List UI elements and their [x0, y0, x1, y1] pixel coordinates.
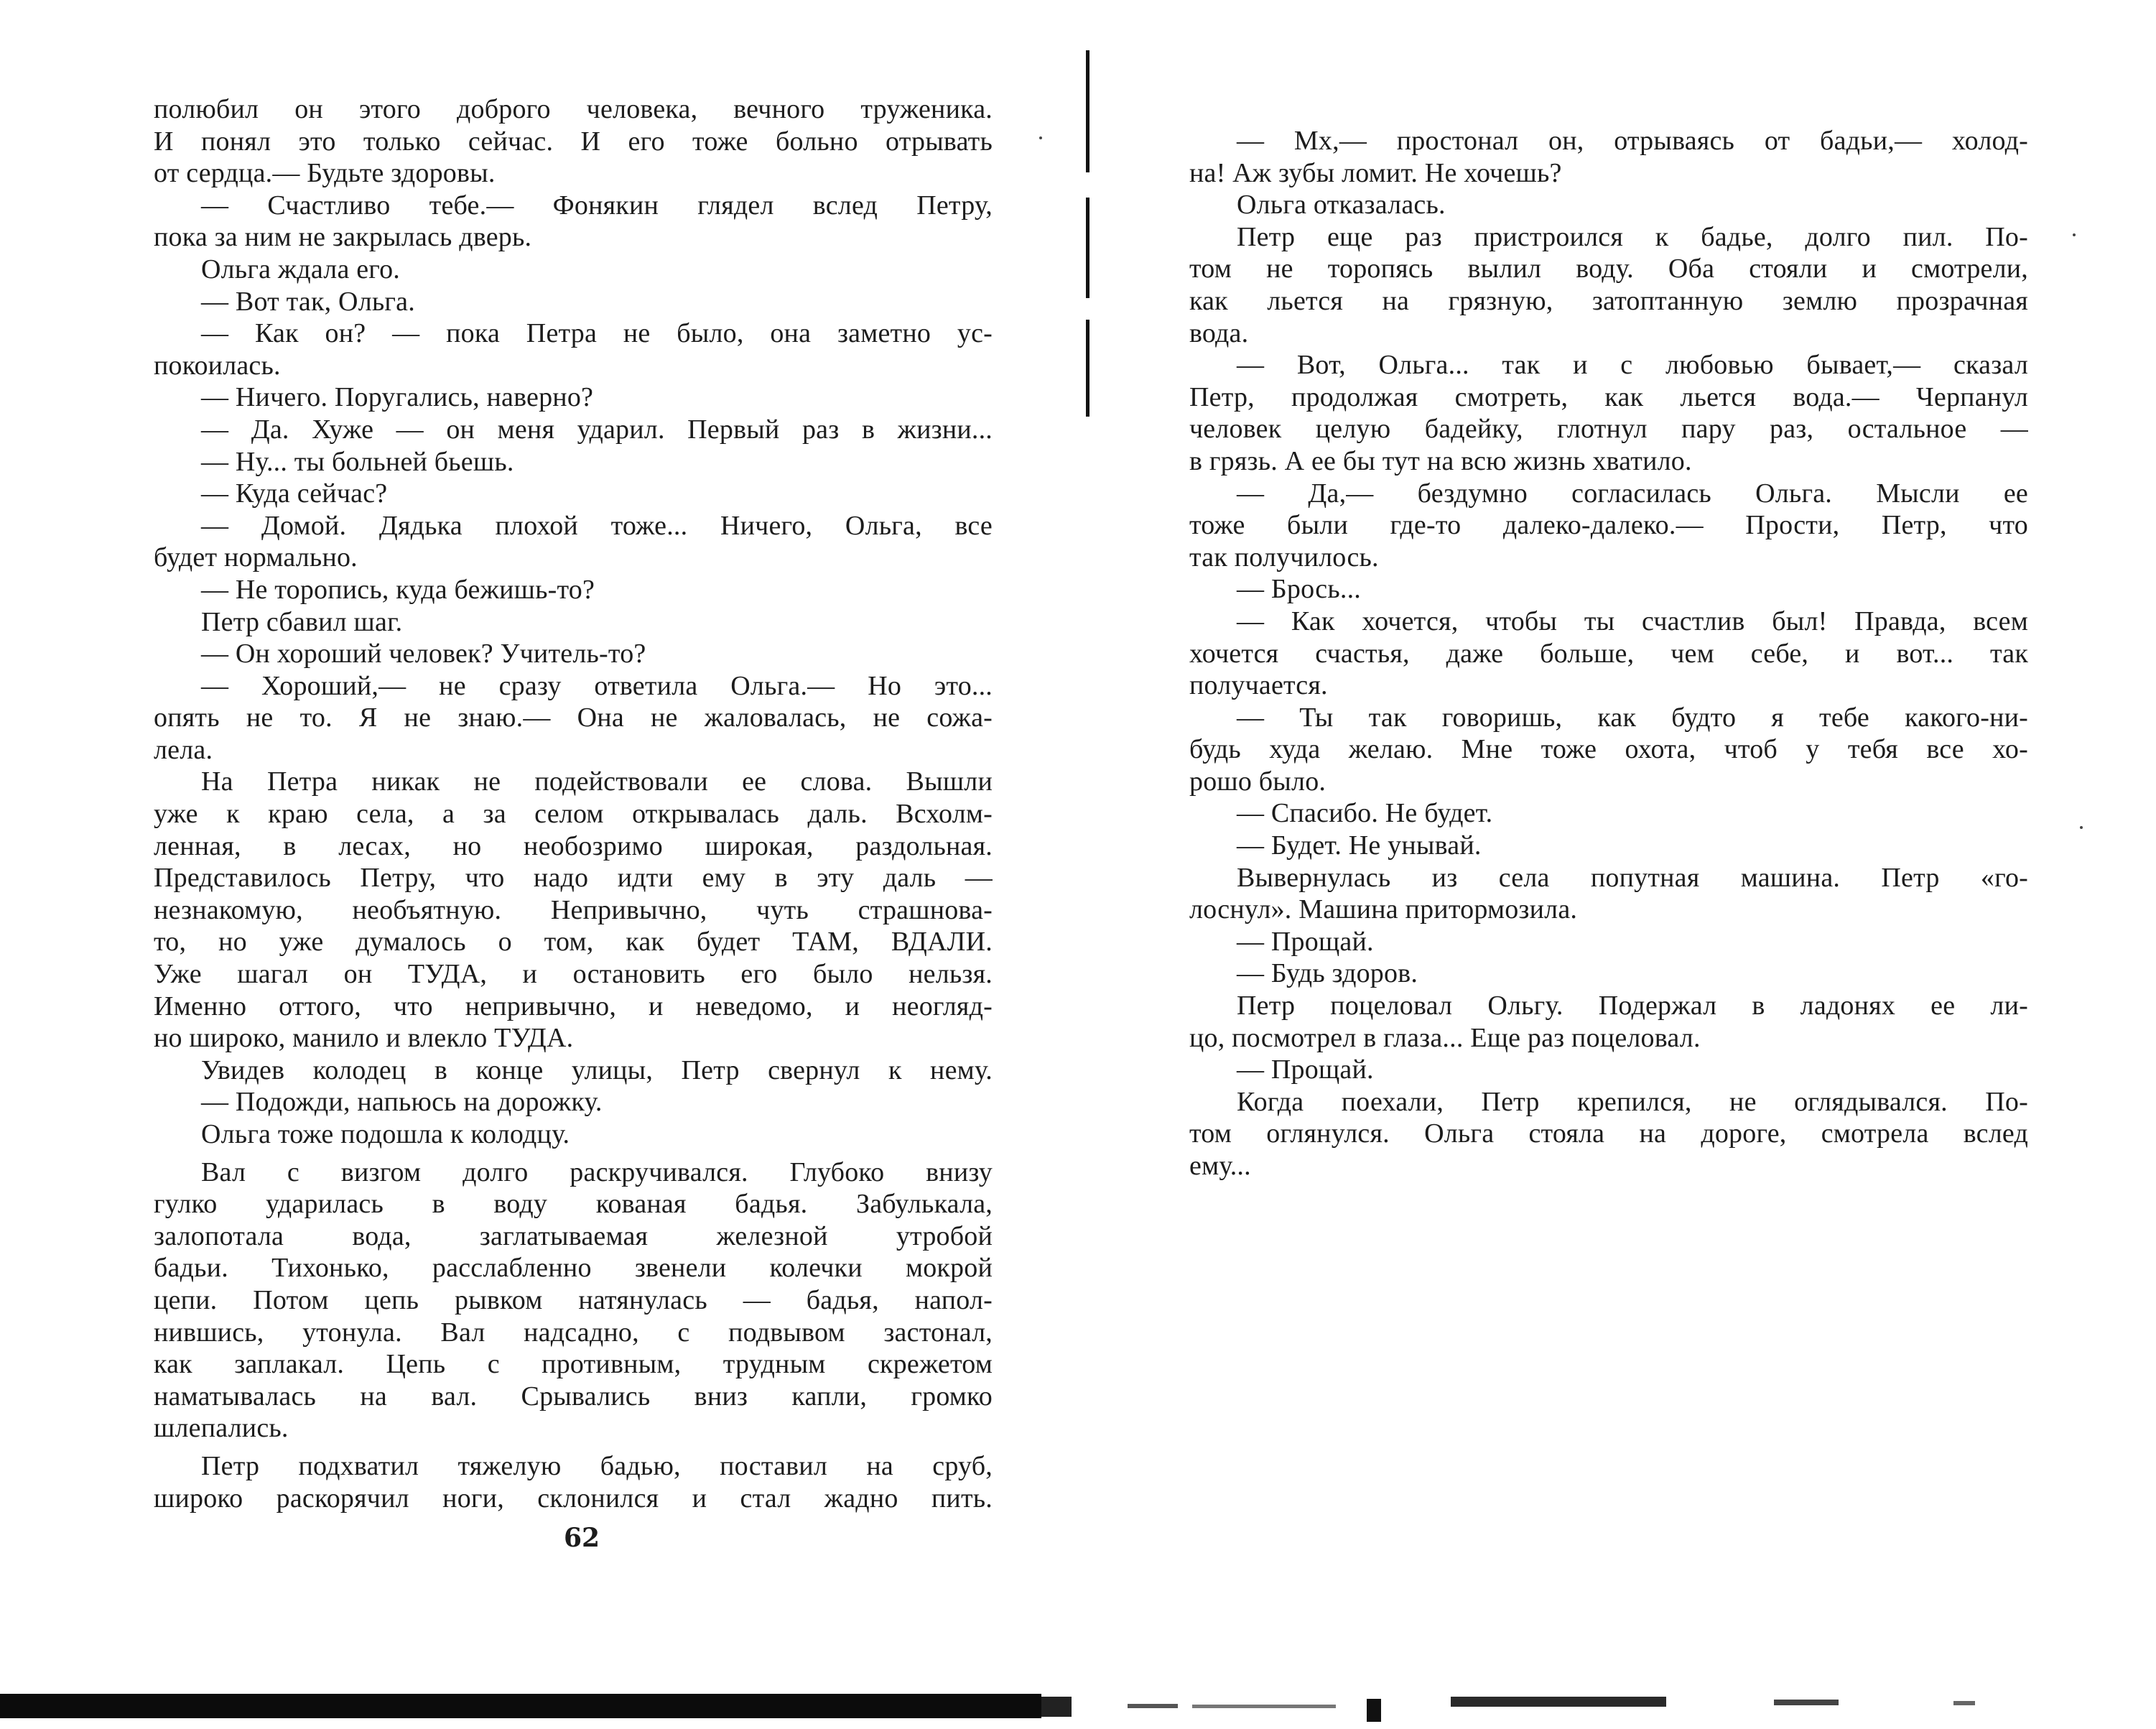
- text-line: как заплакал. Цепь с противным, трудным скрежетом: [154, 1349, 993, 1380]
- text-line: Когда поехали, Петр крепился, не оглядывался. По-: [1237, 1086, 2028, 1117]
- text-line: — Прощай.: [1237, 926, 1374, 957]
- text-line: получается.: [1189, 670, 1328, 701]
- scan-edge-smear: [1128, 1704, 1178, 1708]
- text-line: Петр сбавил шаг.: [201, 606, 403, 637]
- text-line: ленная, в лесах, но необозримо широкая, раздольная.: [154, 830, 993, 861]
- text-line: — Подожди, напьюсь на дорожку.: [201, 1087, 603, 1118]
- text-line: вода.: [1189, 317, 1249, 348]
- text-line: На Петра никак не подействовали ее слова. Вышли: [201, 766, 993, 797]
- text-line: И понял это только сейчас. И его тоже больно отрывать: [154, 126, 993, 157]
- text-line: так получилось.: [1189, 542, 1379, 573]
- text-line: наматывалась на вал. Срывались вниз капли, громко: [154, 1381, 993, 1412]
- text-line: цо, посмотрел в глаза... Еще раз поцеловал.: [1189, 1022, 1701, 1053]
- text-line: то, но уже думалось о том, как будет ТАМ, ВДАЛИ.: [154, 927, 993, 958]
- text-line: том не торопясь вылил воду. Оба стояли и смотрели,: [1189, 254, 2028, 284]
- text-line: залопотала вода, заглатываемая железной утробой: [154, 1220, 993, 1251]
- scan-edge-smear: [1367, 1699, 1381, 1722]
- scan-edge-smear: [1953, 1701, 1975, 1705]
- text-line: — Да,— бездумно согласилась Ольга. Мысли ее: [1237, 478, 2028, 509]
- text-line: — Он хороший человек? Учитель-то?: [201, 639, 646, 669]
- text-line: гулко ударилась в воду кованая бадья. Забулькала,: [154, 1189, 993, 1220]
- text-line: будь худа желаю. Мне тоже охота, чтоб у тебя все хо-: [1189, 734, 2028, 765]
- scan-speck: [1039, 136, 1042, 139]
- text-line: — Да. Хуже — он меня ударил. Первый раз в жизни...: [201, 414, 993, 445]
- text-line: хочется счастья, даже больше, чем себе, и вот... так: [1189, 638, 2028, 669]
- text-line: Увидев колодец в конце улицы, Петр свернул к нему.: [201, 1054, 993, 1085]
- right-page: [1077, 0, 2156, 1729]
- text-line: опять не то. Я не знаю.— Она не жаловалась, не сожа-: [154, 703, 993, 733]
- text-line: — Как он? — пока Петра не было, она заметно ус-: [201, 318, 993, 349]
- text-line: — Мх,— простонал он, отрываясь от бадьи,— холод-: [1237, 126, 2028, 156]
- text-line: — Будет. Не унывай.: [1237, 830, 1482, 861]
- scan-edge-smear: [1774, 1700, 1839, 1705]
- text-line: Ольга отказалась.: [1237, 190, 1446, 221]
- text-line: — Ну... ты больней бьешь.: [201, 446, 514, 477]
- text-line: пока за ним не закрылась дверь.: [154, 222, 532, 253]
- text-line: — Вот так, Ольга.: [201, 286, 415, 317]
- left-page-text: [154, 93, 993, 1514]
- text-line: — Брось...: [1237, 574, 1361, 605]
- text-line: — Ты так говоришь, как будто я тебе какого-ни-: [1237, 702, 2028, 733]
- text-line: Именно оттого, что непривычно, и неведомо, и неогляд-: [154, 991, 993, 1021]
- scan-edge-band: [0, 1694, 1041, 1718]
- text-line: человек целую бадейку, глотнул пару раз, остальное —: [1189, 414, 2028, 445]
- text-line: покоилась.: [154, 350, 281, 381]
- text-line: рошо было.: [1189, 766, 1326, 797]
- text-line: шлепались.: [154, 1413, 289, 1444]
- text-line: Петр поцеловал Ольгу. Подержал в ладонях ее ли-: [1237, 991, 2028, 1021]
- left-page: [0, 0, 1077, 1729]
- text-line: Представилось Петру, что надо идти ему в эту даль —: [154, 863, 993, 894]
- text-line: нившись, утонула. Вал надсадно, с подвывом застонал,: [154, 1317, 993, 1348]
- text-line: цепи. Потом цепь рывком натянулась — бадья, напол-: [154, 1284, 993, 1315]
- scan-edge-smear: [1041, 1697, 1072, 1717]
- scan-edge-smear: [1451, 1697, 1666, 1707]
- scan-speck: [2080, 826, 2083, 829]
- text-line: — Ничего. Поругались, наверно?: [201, 382, 594, 413]
- text-line: — Будь здоров.: [1237, 958, 1418, 989]
- text-line: Вывернулась из села попутная машина. Петр «го-: [1237, 862, 2028, 893]
- text-line: Ольга тоже подошла к колодцу.: [201, 1119, 570, 1149]
- text-line: том оглянулся. Ольга стояла на дороге, смотрела вслед: [1189, 1118, 2028, 1149]
- scan-speck: [2073, 233, 2076, 236]
- text-line: как льется на грязную, затоптанную землю прозрачная: [1189, 285, 2028, 316]
- text-line: Петр подхватил тяжелую бадью, поставил на сруб,: [201, 1450, 993, 1481]
- text-line: от сердца.— Будьте здоровы.: [154, 158, 496, 189]
- scan-edge-smear: [1192, 1705, 1336, 1708]
- text-line: ему...: [1189, 1151, 1251, 1181]
- text-line: уже к краю села, а за селом открывалась даль. Всхолм-: [154, 799, 993, 830]
- text-line: Петр еще раз пристроился к бадье, долго пил. По-: [1237, 221, 2028, 252]
- right-page-text: [1189, 125, 2028, 1182]
- text-line: но широко, манило и влекло ТУДА.: [154, 1023, 574, 1054]
- text-line: — Хороший,— не сразу ответила Ольга.— Но это...: [201, 670, 993, 701]
- text-line: на! Аж зубы ломит. Не хочешь?: [1189, 157, 1562, 188]
- text-line: широко раскорячил ноги, склонился и стал жадно пить.: [154, 1483, 993, 1514]
- text-line: — Домой. Дядька плохой тоже... Ничего, Ольга, все: [201, 510, 993, 541]
- text-line: — Прощай.: [1237, 1054, 1374, 1085]
- text-line: Петр, продолжая смотреть, как льется вода.— Черпанул: [1189, 381, 2028, 412]
- text-line: в грязь. А ее бы тут на всю жизнь хватило.: [1189, 445, 1692, 476]
- text-line: лела.: [154, 734, 213, 765]
- text-line: лоснул». Машина притормозила.: [1189, 894, 1578, 925]
- text-line: Уже шагал он ТУДА, и остановить его было нельзя.: [154, 959, 993, 990]
- text-line: полюбил он этого доброго человека, вечного труженика.: [154, 94, 993, 124]
- text-line: — Спасибо. Не будет.: [1237, 798, 1493, 829]
- text-line: — Вот, Ольга... так и с любовью бывает,— сказал: [1237, 350, 2028, 381]
- text-line: — Не торопись, куда бежишь-то?: [201, 574, 595, 605]
- text-line: — Куда сейчас?: [201, 478, 388, 509]
- text-line: будет нормально.: [154, 542, 358, 573]
- text-line: незнакомую, необъятную. Непривычно, чуть страшнова-: [154, 894, 993, 925]
- text-line: Вал с визгом долго раскручивался. Глубоко внизу: [201, 1156, 993, 1187]
- page-number: 62: [563, 1523, 600, 1553]
- text-line: — Как хочется, чтобы ты счастлив был! Правда, всем: [1237, 606, 2028, 636]
- text-line: — Счастливо тебе.— Фонякин глядел вслед Петру,: [201, 190, 993, 221]
- text-line: тоже были где-то далеко-далеко.— Прости, Петр, что: [1189, 510, 2028, 541]
- text-line: бадьи. Тихонько, расслабленно звенели колечки мокрой: [154, 1253, 993, 1284]
- text-line: Ольга ждала его.: [201, 254, 401, 284]
